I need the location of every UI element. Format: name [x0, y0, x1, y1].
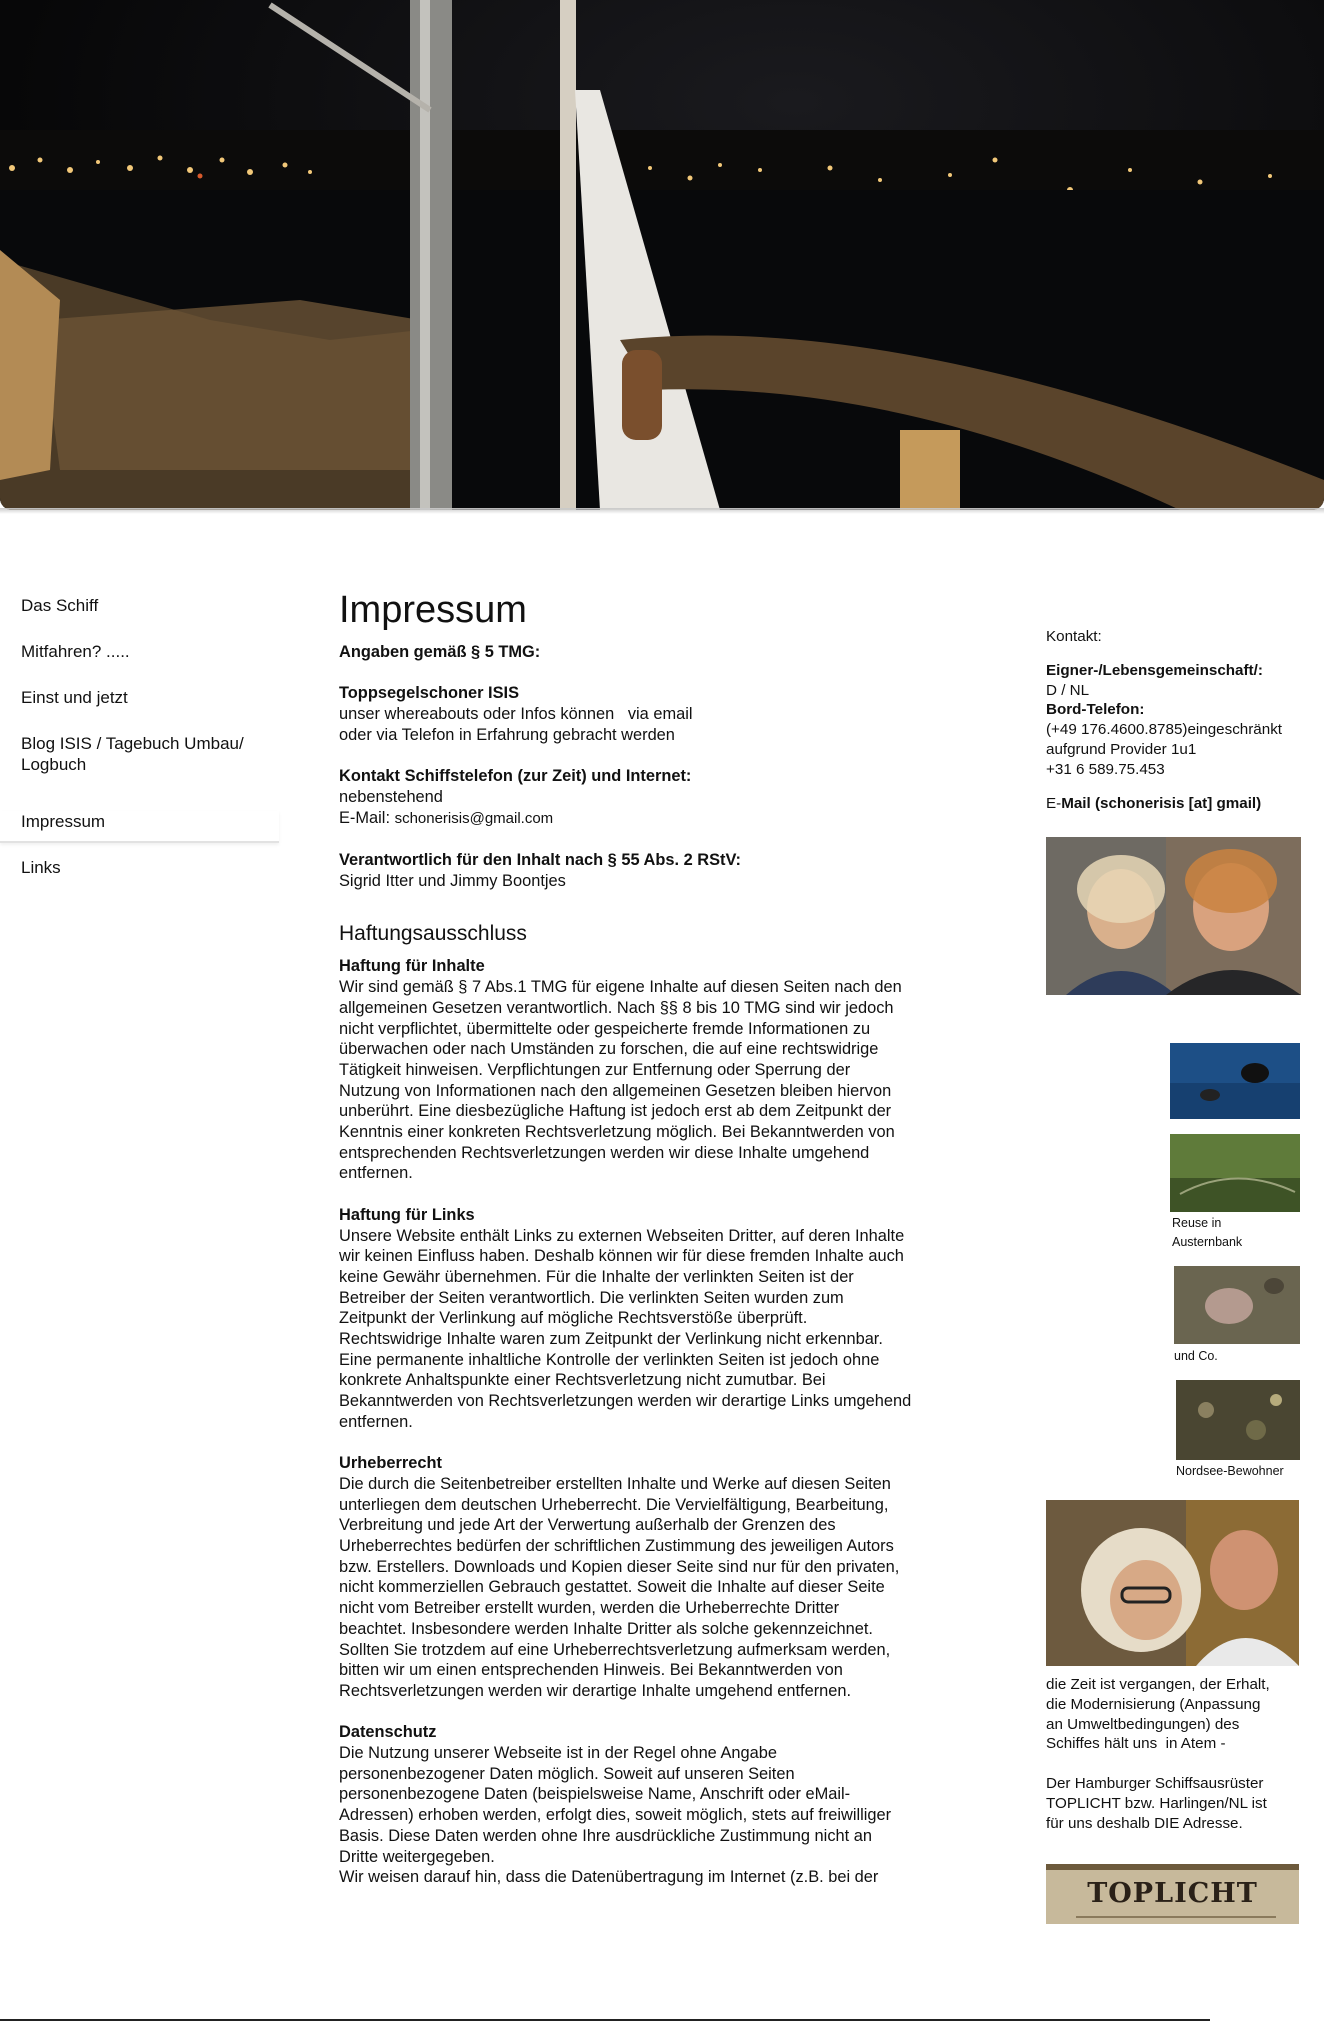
nav-item-impressum[interactable]: Impressum — [0, 811, 279, 843]
fish-trap-photo — [1170, 1134, 1300, 1212]
section-text-line: Tätigkeit hinweisen. Verpflichtungen zur Entfernung oder Sperrung der — [339, 1060, 851, 1079]
ship-name: Toppsegelschoner ISIS — [339, 684, 520, 703]
disclaimer-title: Haftungsausschluss — [339, 922, 527, 946]
responsible-names: Sigrid Itter und Jimmy Boontjes — [339, 871, 566, 890]
section-text-line: Verbreitung und jede Art der Verwertung außerhalb der Grenzen des — [339, 1516, 836, 1535]
section-text-line: Rechtswidrige Inhalte waren zum Zeitpunkt der Verlinkung nicht erkennbar. — [339, 1330, 883, 1349]
owner-country: D / NL — [1046, 681, 1090, 699]
toplicht-logo-text: TOPLICHT — [1087, 1878, 1258, 1909]
nav-item-mitfahren[interactable]: Mitfahren? ..... — [21, 642, 130, 661]
section-text-line: Basis. Diese Daten werden ohne Ihre ausdrückliche Zustimmung nicht an — [339, 1826, 872, 1845]
section-text-line: Wir weisen darauf hin, dass die Datenübertragung im Internet (z.B. bei der — [339, 1868, 879, 1887]
section-text-line: entsprechenden Rechtsverletzungen werden wir diese Inhalte umgehend — [339, 1143, 870, 1162]
disclaimer-sections — [339, 956, 979, 1888]
owner-label: Eigner-/Lebensgemeinschaft/: — [1046, 661, 1263, 679]
section-text-line: personenbezogene Daten (beispielsweise Name, Anschrift oder eMail- — [339, 1785, 851, 1804]
nav-item-das-schiff[interactable]: Das Schiff — [21, 596, 99, 615]
caption-reuse-line-1: Reuse in — [1172, 1216, 1222, 1230]
section-text-line: konkrete Anhaltspunkte einer Rechtsverletzung nicht zumutbar. Bei — [339, 1371, 826, 1390]
email-label — [1046, 794, 1311, 814]
section-text-line: Die Nutzung unserer Webseite ist in der Regel ohne Angabe — [339, 1744, 777, 1763]
section-heading: Datenschutz — [339, 1723, 437, 1742]
crab-photo — [1174, 1266, 1300, 1344]
section-text-line: Adressen) erhoben werden, erfolgt dies, soweit möglich, stets auf freiwilliger — [339, 1806, 892, 1825]
section-text-line: Eine permanente inhaltliche Kontrolle der verlinkten Seiten ist jedoch ohne — [339, 1350, 880, 1369]
nav-item-blog[interactable]: Blog ISIS / Tagebuch Umbau/ Logbuch — [21, 734, 244, 774]
section-text-line: Nutzung von Informationen nach den allgemeinen Gesetzen bleiben hiervon — [339, 1081, 892, 1100]
section-text-line: allgemeinen Gesetzen verantwortlich. Nach §§ 8 bis 10 TMG sind wir jedoch — [339, 998, 894, 1017]
section-text-line: unberührt. Eine diesbezügliche Haftung ist jedoch erst ab dem Zeitpunkt der — [339, 1102, 892, 1121]
section-text-line: nicht vom Betreiber erstellt wurden, werden die Urheberrechte Dritter — [339, 1599, 840, 1618]
outfitter-line: Der Hamburger Schiffsausrüster — [1046, 1774, 1264, 1792]
section-text-line: Betreiber der Seiten verantwortlich. Die verlinkten Seiten wurden zum — [339, 1288, 844, 1307]
footer-divider — [0, 2019, 1210, 2021]
email-label-prefix: E- — [1046, 794, 1062, 812]
sidebar-outfitter — [1046, 1774, 1311, 1833]
toplicht-banner[interactable] — [1046, 1864, 1299, 1924]
header-photo — [0, 0, 1324, 510]
section-text-line: entfernen. — [339, 1164, 413, 1183]
section-text-line: Sollten Sie trotzdem auf eine Urheberrechtsverletzung aufmerksam werden, — [339, 1640, 891, 1659]
phone-line-3: +31 6 589.75.453 — [1046, 760, 1165, 778]
section-text-line: keine Gewähr übernehmen. Für die Inhalte der verlinkten Seiten ist der — [339, 1267, 854, 1286]
section-text-line: nicht verpflichtet, übermittelte oder gespeicherte fremde Informationen zu — [339, 1019, 871, 1038]
tmg-heading: Angaben gemäß § 5 TMG: — [339, 643, 541, 661]
sidebar-story — [1046, 1675, 1311, 1833]
caption-reuse — [1172, 1214, 1242, 1252]
phone-line-2: aufgrund Provider 1u1 — [1046, 740, 1197, 758]
phone-line-1: (+49 176.4600.8785)eingeschränkt — [1046, 721, 1283, 739]
contact-label: Kontakt: — [1046, 628, 1102, 645]
quote-line: die Zeit ist vergangen, der Erhalt, — [1046, 1676, 1270, 1693]
section-text-line: Die durch die Seitenbetreiber erstellten Inhalte und Werke auf diesen Seiten — [339, 1474, 891, 1493]
diver-photo — [1170, 1043, 1300, 1119]
quote-line: Schiffes hält uns in Atem - — [1046, 1735, 1226, 1753]
section-text-line: überwachen oder nach Umständen zu forschen, die auf eine rechtswidrige — [339, 1040, 879, 1059]
email-label-text: Mail (schonerisis [at] gmail) — [1061, 794, 1262, 812]
section-text-line: Dritte weitergegeben. — [339, 1847, 495, 1866]
main-content — [339, 588, 979, 1888]
quote-line: die Modernisierung (Anpassung — [1046, 1695, 1261, 1713]
header-shadow — [0, 508, 1324, 514]
phone-label: Bord-Telefon: — [1046, 701, 1145, 719]
nav-item-links[interactable]: Links — [21, 858, 61, 877]
contact-heading: Kontakt Schiffstelefon (zur Zeit) und Internet: — [339, 767, 692, 786]
contact-sidebar — [1046, 627, 1311, 813]
ship-info-line-2: oder via Telefon in Erfahrung gebracht werden — [339, 725, 675, 744]
section-text-line: Kenntnis einer konkreten Rechtsverletzung möglich. Bei Bekanntwerden von — [339, 1123, 895, 1142]
email-row — [339, 808, 979, 830]
outfitter-line: für uns deshalb DIE Adresse. — [1046, 1814, 1243, 1832]
section-heading: Haftung für Links — [339, 1205, 475, 1224]
caption-und-co: und Co. — [1174, 1349, 1218, 1363]
owners-photo-recent — [1046, 1500, 1299, 1666]
ship-info-line-1: unser whereabouts oder Infos können via email — [339, 705, 693, 724]
email-link[interactable]: schonerisis@gmail.com — [394, 809, 554, 827]
section-text-line: bzw. Erstellers. Downloads und Kopien dieser Seite sind nur für den privaten, — [339, 1557, 900, 1576]
responsible-heading: Verantwortlich für den Inhalt nach § 55 Abs. 2 RStV: — [339, 850, 741, 869]
email-prefix: E-Mail: — [339, 808, 395, 827]
section-text-line: beachtet. Insbesondere werden Inhalte Dritter als solche gekennzeichnet. — [339, 1619, 873, 1638]
section-text-line: unterliegen dem deutschen Urheberrecht. Die Vervielfältigung, Bearbeitung, — [339, 1495, 889, 1514]
section-text-line: entfernen. — [339, 1412, 413, 1431]
nav-item-einst-und-jetzt[interactable]: Einst und jetzt — [21, 688, 128, 707]
section-text-line: nicht kommerziellen Gebrauch gestattet. Soweit die Inhalte auf dieser Seite — [339, 1578, 885, 1597]
section-text-line: Wir sind gemäß § 7 Abs.1 TMG für eigene Inhalte auf diesen Seiten nach den — [339, 978, 902, 997]
section-text-line: wir keinen Einfluss haben. Deshalb können wir für diese fremden Inhalte auch — [339, 1247, 904, 1266]
sidebar-quote — [1046, 1675, 1311, 1754]
caption-nordsee: Nordsee-Bewohner — [1176, 1464, 1284, 1478]
section-text-line: Urheberrechtes bedürfen der schriftlichen Zustimmung des jeweiligen Autors — [339, 1537, 894, 1556]
owners-photo — [1046, 837, 1301, 995]
section-text-line: Bekanntwerden von Rechtsverletzungen werden wir derartige Links umgehend — [339, 1392, 912, 1411]
section-text-line: Rechtsverletzungen werden wir derartige Inhalte umgehend entfernen. — [339, 1681, 852, 1700]
contact-line: nebenstehend — [339, 787, 443, 806]
section-text-line: Zeitpunkt der Verlinkung auf mögliche Rechtsverstöße überprüft. — [339, 1309, 808, 1328]
section-heading: Urheberrecht — [339, 1454, 442, 1473]
page-title: Impressum — [339, 589, 527, 631]
section-text-line: Unsere Website enthält Links zu externen Webseiten Dritter, auf deren Inhalte — [339, 1226, 905, 1245]
section-heading: Haftung für Inhalte — [339, 957, 485, 976]
caption-reuse-line-2: Austernbank — [1172, 1235, 1243, 1249]
outfitter-line: TOPLICHT bzw. Harlingen/NL ist — [1046, 1794, 1267, 1812]
section-text-line: bitten wir um einen entsprechenden Hinweis. Bei Bekanntwerden von — [339, 1661, 843, 1680]
quote-line: an Umweltbedingungen) des — [1046, 1715, 1240, 1733]
section-text-line: personenbezogener Daten möglich. Soweit auf unseren Seiten — [339, 1764, 795, 1783]
seabed-photo — [1176, 1380, 1300, 1460]
night-harbour-image — [0, 0, 1324, 510]
